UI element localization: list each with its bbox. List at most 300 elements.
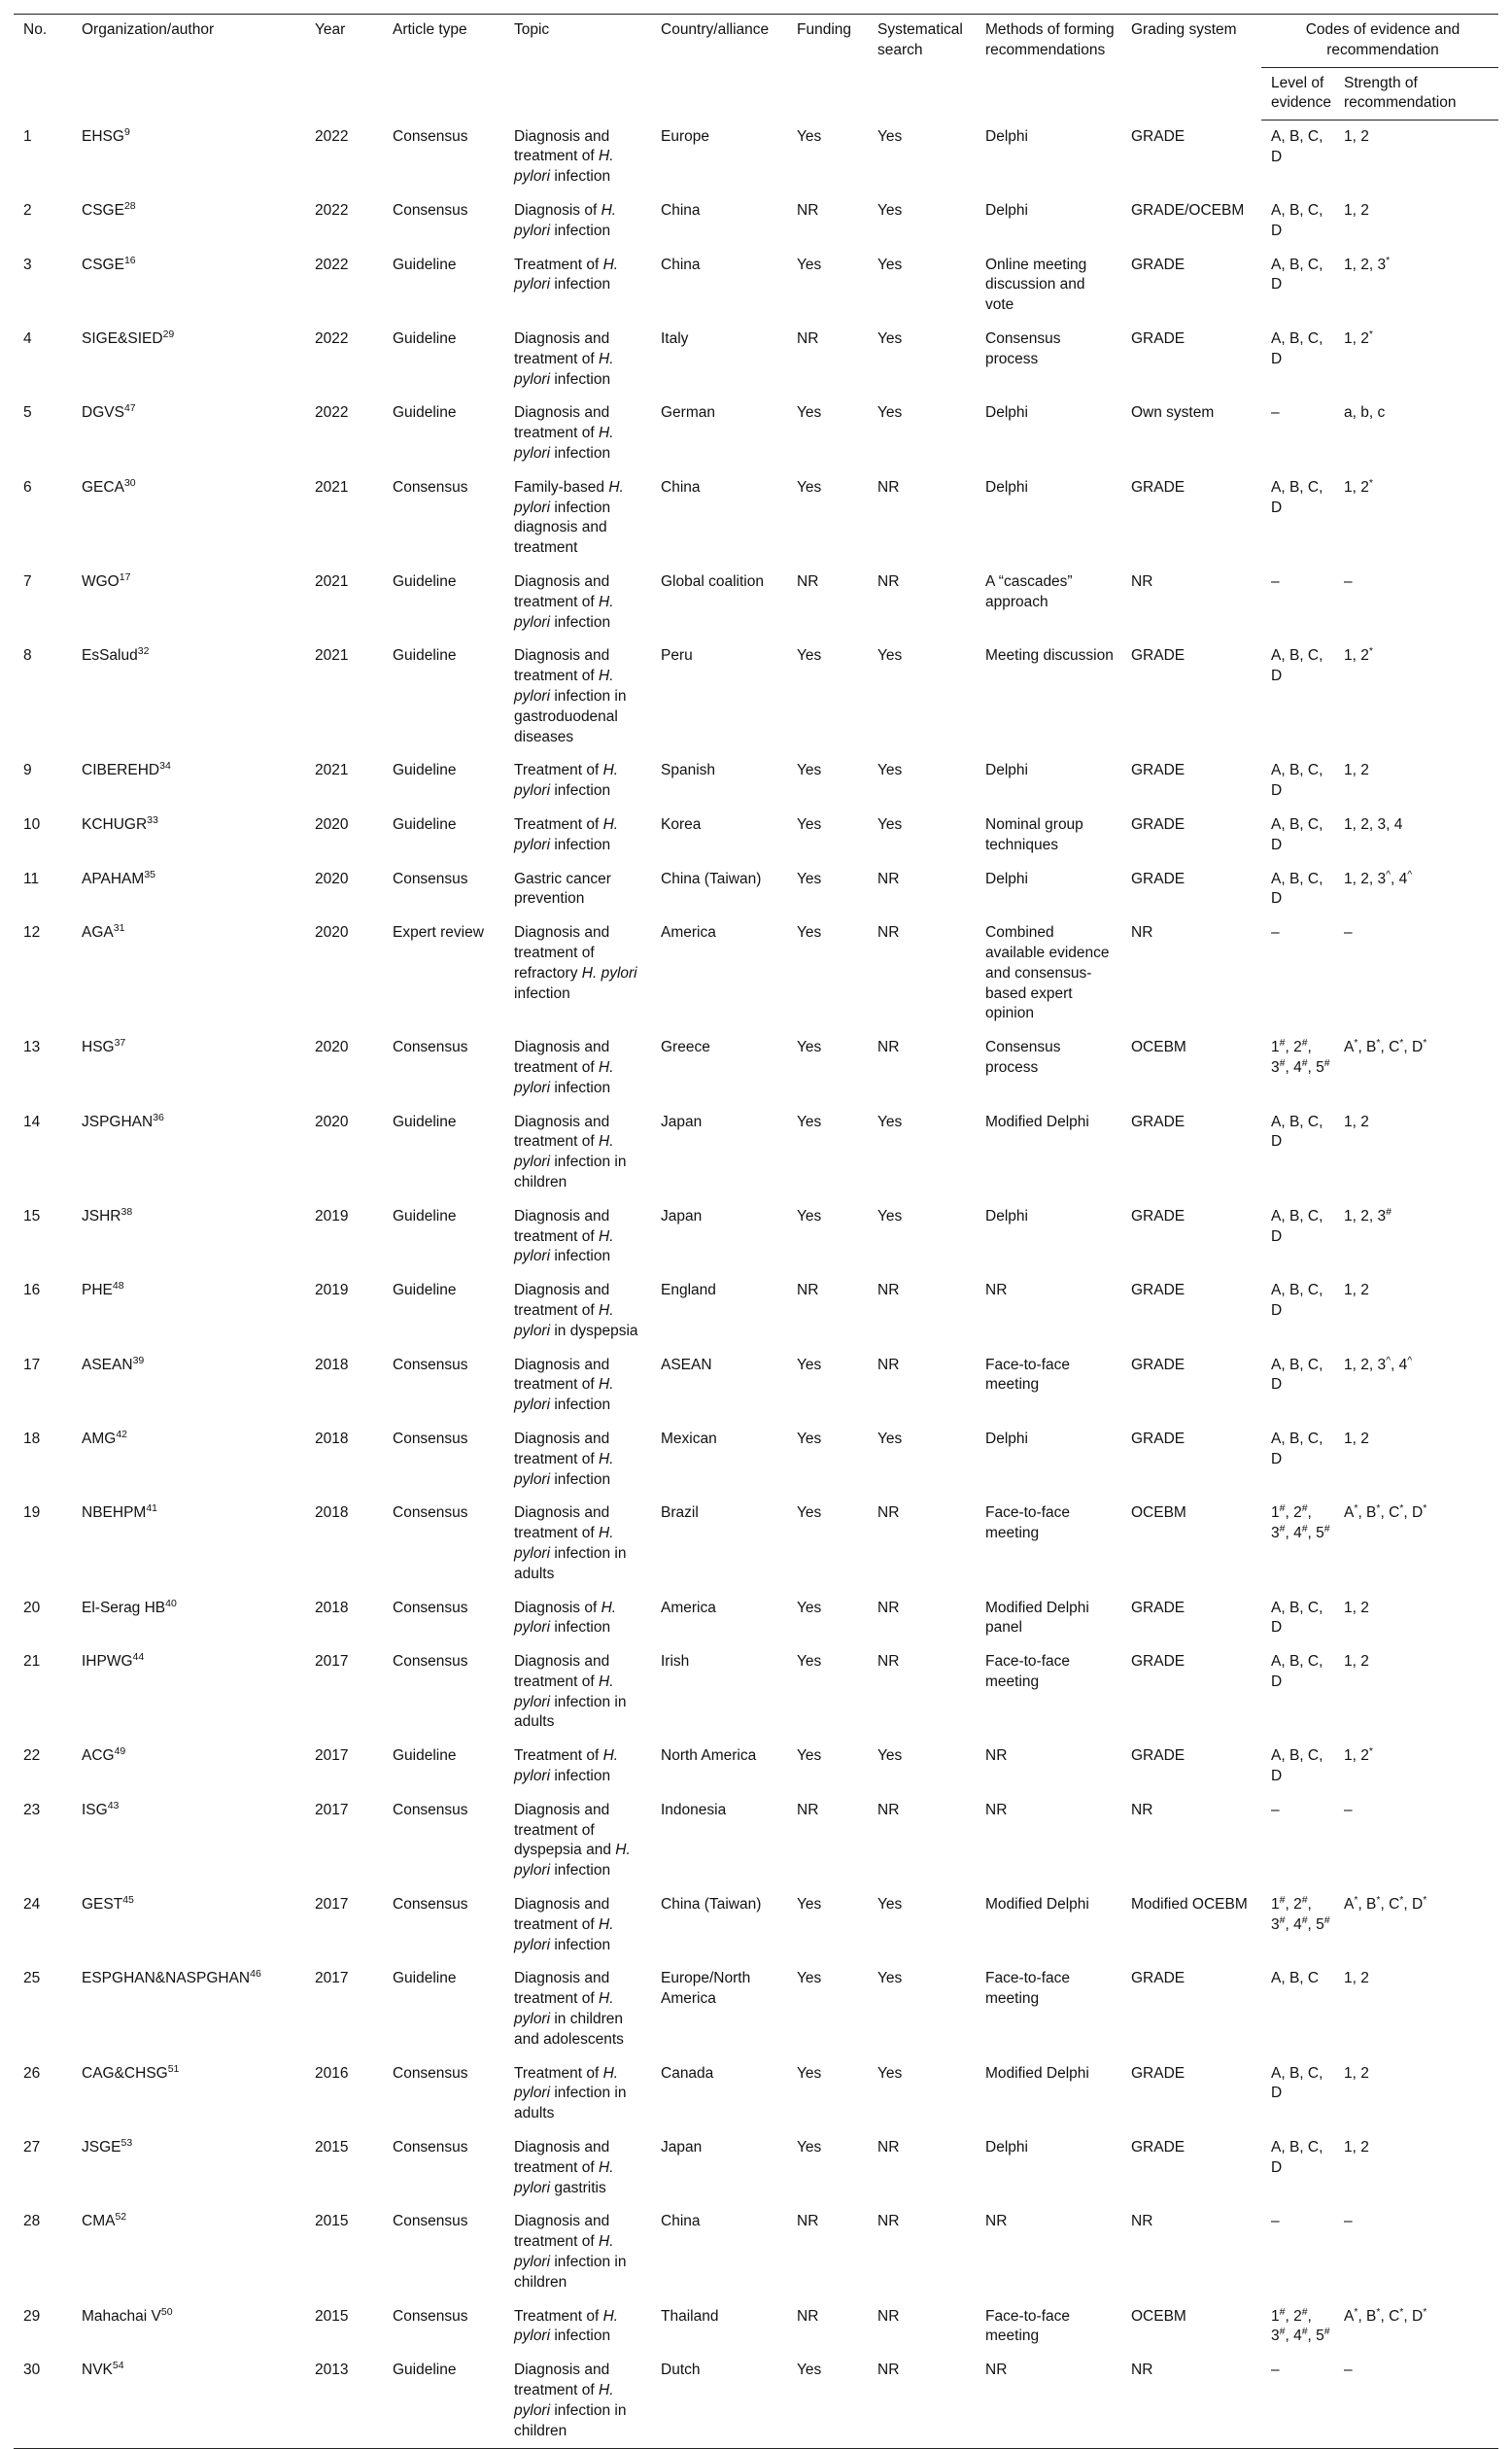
article-type-cell: Consensus <box>393 2064 468 2082</box>
topic-cell: Treatment of H. pylori infection in adults <box>514 2064 627 2122</box>
grading-system-cell: GRADE <box>1131 816 1186 833</box>
country-cell: Italy <box>661 330 689 348</box>
year-cell: 2018 <box>315 1356 349 1373</box>
country-cell: Thailand <box>661 2307 719 2325</box>
topic-cell: Diagnosis and treatment of H. pylori infection in children <box>504 2354 651 2449</box>
strength-of-recommendation-cell: – <box>1344 573 1353 591</box>
topic-cell: Diagnosis and treatment of H. pylori infection in adults <box>514 1504 627 1582</box>
organization-cell <box>72 194 305 249</box>
grading-system-cell: GRADE <box>1131 478 1186 496</box>
header-topic: Topic <box>504 15 651 121</box>
systematic-search-cell: Yes <box>877 1896 903 1914</box>
row-number: 26 <box>23 2064 41 2082</box>
funding-cell: Yes <box>797 647 822 665</box>
strength-of-recommendation-cell: A*, B*, C*, D* <box>1344 1502 1427 1522</box>
reference-number: 31 <box>113 922 125 935</box>
level-of-evidence-cell: A, B, C, D <box>1271 2139 1323 2176</box>
topic-cell: Diagnosis and treatment of H. pylori infection <box>514 1039 614 1096</box>
grading-system-cell: GRADE <box>1131 1282 1186 1299</box>
table-row <box>14 1740 1498 1794</box>
row-number: 10 <box>23 816 41 833</box>
row-number: 27 <box>23 2139 41 2156</box>
systematic-search-cell: NR <box>877 478 900 496</box>
systematic-search-cell: Yes <box>877 1747 903 1765</box>
grading-system-cell: GRADE <box>1131 127 1186 145</box>
row-number: 8 <box>23 647 32 665</box>
level-of-evidence-cell: A, B, C, D <box>1271 202 1323 239</box>
country-cell: China (Taiwan) <box>661 1896 762 1914</box>
row-number: 30 <box>14 2354 72 2449</box>
systematic-search-cell: Yes <box>877 202 903 220</box>
year-cell: 2015 <box>315 2307 349 2325</box>
row-number: 14 <box>23 1113 41 1130</box>
country-cell: ASEAN <box>661 1356 712 1373</box>
article-type-cell: Consensus <box>393 1653 468 1671</box>
reference-number: 48 <box>112 1279 124 1292</box>
year-cell: 2022 <box>315 202 349 220</box>
level-of-evidence-cell: A, B, C, D <box>1271 478 1323 516</box>
funding-cell: Yes <box>797 870 822 887</box>
organization-name: EsSalud <box>82 647 138 665</box>
reference-number: 45 <box>122 1893 134 1906</box>
reference-number: 46 <box>250 1968 261 1981</box>
strength-of-recommendation-cell: a, b, c <box>1344 404 1386 422</box>
country-cell: Brazil <box>661 1504 699 1522</box>
level-of-evidence-cell: A, B, C, D <box>1271 1599 1323 1637</box>
year-cell: 2018 <box>315 1599 349 1616</box>
systematic-search-cell: Yes <box>877 816 903 833</box>
table-row <box>14 1794 1498 1888</box>
country-cell: China (Taiwan) <box>661 870 762 887</box>
strength-of-recommendation-cell: 1, 2 <box>1344 1599 1369 1616</box>
article-type-cell: Consensus <box>393 2213 468 2230</box>
organization-name: El-Serag HB <box>82 1599 166 1616</box>
grading-system-cell: Own system <box>1131 404 1215 422</box>
reference-number: 49 <box>114 1745 126 1758</box>
strength-of-recommendation-cell: 1, 2 <box>1344 1282 1369 1299</box>
reference-number: 40 <box>165 1597 177 1609</box>
methods-cell: Nominal group techniques <box>985 816 1083 853</box>
grading-system-cell: GRADE <box>1131 330 1186 348</box>
grading-system-cell: GRADE <box>1131 1113 1186 1130</box>
year-cell: 2015 <box>315 2213 349 2230</box>
organization-name: JSHR <box>82 1207 121 1224</box>
strength-of-recommendation-cell: – <box>1344 1801 1353 1818</box>
country-cell: Korea <box>661 816 702 833</box>
header-row <box>14 15 1498 68</box>
level-of-evidence-cell: – <box>1271 2213 1280 2230</box>
systematic-search-cell: NR <box>877 2213 900 2230</box>
grading-system-cell: GRADE/OCEBM <box>1131 202 1245 220</box>
topic-cell: Diagnosis of H. pylori infection <box>514 202 617 239</box>
topic-cell: Diagnosis and treatment of H. pylori infection <box>514 127 614 186</box>
organization-cell <box>72 809 305 863</box>
year-cell: 2021 <box>315 573 349 591</box>
organization-cell <box>72 916 305 1031</box>
year-cell: 2018 <box>315 1430 349 1447</box>
methods-cell: Delphi <box>985 1207 1028 1224</box>
row-number: 3 <box>23 256 32 273</box>
country-cell: Peru <box>661 647 693 665</box>
guidelines-table <box>14 14 1498 2449</box>
organization-name: NVK <box>82 2362 113 2379</box>
organization-name: APAHAM <box>82 870 145 887</box>
reference-number: 33 <box>147 813 158 826</box>
year-cell: 2022 <box>315 256 349 273</box>
year-cell: 2022 <box>315 127 349 145</box>
organization-name: GEST <box>82 1896 123 1914</box>
year-cell: 2019 <box>315 1282 349 1299</box>
table-row <box>14 1200 1498 1274</box>
funding-cell: Yes <box>797 1747 822 1765</box>
header-codes-group: Codes of evidence and recommendation <box>1261 15 1498 68</box>
strength-of-recommendation-cell: A*, B*, C*, D* <box>1344 2305 1427 2325</box>
table-row <box>14 323 1498 397</box>
table-row <box>14 1031 1498 1105</box>
funding-cell: NR <box>797 202 819 220</box>
organization-cell <box>72 1645 305 1740</box>
country-cell: German <box>661 404 715 422</box>
funding-cell: Yes <box>797 256 822 273</box>
topic-cell: Treatment of H. pylori infection <box>514 2307 619 2345</box>
row-number: 28 <box>23 2213 41 2230</box>
systematic-search-cell: NR <box>877 1801 900 1818</box>
organization-cell <box>72 1031 305 1105</box>
country-cell: Spanish <box>661 762 716 779</box>
funding-cell: Yes <box>797 2064 822 2082</box>
grading-system-cell: GRADE <box>1131 256 1186 273</box>
organization-cell <box>72 1106 305 1200</box>
topic-cell: Diagnosis and treatment of H. pylori infection <box>514 1207 614 1265</box>
funding-cell: Yes <box>797 1039 822 1056</box>
level-of-evidence-cell: – <box>1271 573 1280 591</box>
methods-cell: Delphi <box>985 202 1028 220</box>
methods-cell: Delphi <box>985 2139 1028 2156</box>
methods-cell: NR <box>985 2213 1008 2230</box>
header-strength-of-recommendation: Strength of recommendation <box>1334 67 1498 121</box>
methods-cell: Meeting discussion <box>985 647 1114 665</box>
row-number: 18 <box>23 1430 41 1447</box>
year-cell: 2020 <box>315 816 349 833</box>
level-of-evidence-cell: A, B, C, D <box>1271 1207 1323 1245</box>
strength-of-recommendation-cell: 1, 2* <box>1344 645 1373 665</box>
methods-cell: NR <box>976 2354 1121 2449</box>
year-cell: 2017 <box>315 1747 349 1765</box>
row-number: 12 <box>23 924 41 942</box>
article-type-cell: Consensus <box>393 1356 468 1373</box>
organization-name: JSPGHAN <box>82 1113 154 1130</box>
year-cell: 2013 <box>305 2354 383 2449</box>
year-cell: 2017 <box>315 1801 349 1818</box>
level-of-evidence-cell: 1#, 2#, 3#, 4#, 5# <box>1271 2305 1330 2345</box>
year-cell: 2022 <box>315 404 349 422</box>
country-cell: America <box>661 1599 716 1616</box>
level-of-evidence-cell: – <box>1271 1801 1280 1818</box>
article-type-cell: Guideline <box>383 2354 504 2449</box>
country-cell: Dutch <box>651 2354 787 2449</box>
year-cell: 2021 <box>315 478 349 496</box>
strength-of-recommendation-cell: 1, 2 <box>1344 762 1369 779</box>
strength-of-recommendation-cell: – <box>1344 924 1353 942</box>
strength-of-recommendation-cell: – <box>1334 2354 1498 2449</box>
reference-number: 9 <box>123 125 130 138</box>
grading-system-cell: OCEBM <box>1131 1504 1186 1522</box>
methods-cell: Consensus process <box>985 1039 1061 1076</box>
organization-name: ASEAN <box>82 1356 133 1373</box>
organization-name: ISG <box>82 1801 108 1818</box>
methods-cell: A “cascades” approach <box>985 573 1073 610</box>
year-cell: 2022 <box>315 330 349 348</box>
table-row <box>14 754 1498 809</box>
organization-name: Mahachai V <box>82 2307 161 2325</box>
table-header <box>14 15 1498 121</box>
grading-system-cell: GRADE <box>1131 1356 1186 1373</box>
row-number: 9 <box>23 762 32 779</box>
methods-cell: NR <box>985 1801 1008 1818</box>
level-of-evidence-cell: A, B, C, D <box>1271 330 1323 367</box>
strength-of-recommendation-cell: 1, 2, 3, 4 <box>1344 816 1403 833</box>
year-cell: 2019 <box>315 1207 349 1224</box>
year-cell: 2015 <box>315 2139 349 2156</box>
reference-number: 32 <box>137 645 150 658</box>
row-number: 6 <box>23 478 32 496</box>
level-of-evidence-cell: A, B, C, D <box>1271 816 1323 853</box>
reference-number: 38 <box>120 1205 133 1218</box>
organization-name: HSG <box>82 1039 115 1056</box>
country-cell: China <box>661 2213 701 2230</box>
organization-cell <box>72 1274 305 1348</box>
country-cell: China <box>661 478 701 496</box>
methods-cell: Modified Delphi <box>985 1896 1089 1914</box>
grading-system-cell: GRADE <box>1131 647 1186 665</box>
table-row <box>14 2354 1498 2449</box>
row-number: 2 <box>23 202 32 220</box>
organization-cell <box>72 121 305 194</box>
year-cell: 2020 <box>315 870 349 887</box>
systematic-search-cell: Yes <box>877 1430 903 1447</box>
country-cell: China <box>661 202 701 220</box>
reference-number: 54 <box>112 2360 124 2372</box>
organization-name: DGVS <box>82 404 124 422</box>
organization-cell <box>72 2131 305 2205</box>
strength-of-recommendation-cell: 1, 2 <box>1344 2064 1369 2082</box>
systematic-search-cell: NR <box>877 924 900 942</box>
systematic-search-cell: NR <box>877 1653 900 1671</box>
year-cell: 2017 <box>315 1653 349 1671</box>
strength-of-recommendation-cell: 1, 2* <box>1344 1745 1373 1765</box>
level-of-evidence-cell: A, B, C, D <box>1271 762 1323 800</box>
level-of-evidence-cell: A, B, C, D <box>1271 870 1323 908</box>
country-cell: North America <box>661 1747 757 1765</box>
grading-system-cell: OCEBM <box>1131 1039 1186 1056</box>
organization-name: SIGE&SIED <box>82 330 163 348</box>
grading-system-cell: GRADE <box>1131 2139 1186 2156</box>
topic-cell: Treatment of H. pylori infection <box>514 762 619 800</box>
level-of-evidence-cell: A, B, C, D <box>1271 256 1323 293</box>
methods-cell: Modified Delphi <box>985 1113 1089 1130</box>
funding-cell: Yes <box>797 127 822 145</box>
methods-cell: Delphi <box>985 762 1028 779</box>
systematic-search-cell: NR <box>877 1356 900 1373</box>
funding-cell: Yes <box>797 1896 822 1914</box>
strength-of-recommendation-cell: A*, B*, C*, D* <box>1344 1037 1427 1056</box>
reference-number: 42 <box>116 1428 127 1440</box>
table-row <box>14 249 1498 323</box>
article-type-cell: Consensus <box>393 1801 468 1818</box>
level-of-evidence-cell: A, B, C, D <box>1271 1356 1323 1394</box>
systematic-search-cell: Yes <box>877 2064 903 2082</box>
table-row <box>14 1349 1498 1423</box>
country-cell: Canada <box>661 2064 714 2082</box>
reference-number: 52 <box>115 2211 127 2224</box>
row-number: 21 <box>23 1653 41 1671</box>
article-type-cell: Guideline <box>393 404 457 422</box>
methods-cell: Modified Delphi panel <box>985 1599 1089 1637</box>
organization-cell <box>72 754 305 809</box>
header-systematic-search: Systematical search <box>868 15 976 121</box>
grading-system-cell: NR <box>1121 2354 1261 2449</box>
article-type-cell: Guideline <box>393 816 457 833</box>
grading-system-cell: NR <box>1131 573 1153 591</box>
topic-cell: Diagnosis and treatment of H. pylori infection in children <box>514 2213 627 2291</box>
strength-of-recommendation-cell: 1, 2, 3^, 4^ <box>1344 1354 1413 1373</box>
country-cell: Global coalition <box>661 573 764 591</box>
grading-system-cell: GRADE <box>1131 1747 1186 1765</box>
level-of-evidence-cell: A, B, C, D <box>1271 1282 1323 1319</box>
grading-system-cell: GRADE <box>1131 1599 1186 1616</box>
table-row <box>14 1274 1498 1348</box>
reference-number: 28 <box>123 199 136 212</box>
row-number: 13 <box>23 1039 41 1056</box>
systematic-search-cell: Yes <box>877 330 903 348</box>
systematic-search-cell: NR <box>868 2354 976 2449</box>
organization-cell <box>72 1423 305 1497</box>
organization-name: CMA <box>82 2213 116 2230</box>
funding-cell: Yes <box>797 1356 822 1373</box>
topic-cell: Diagnosis of H. pylori infection <box>514 1599 617 1637</box>
organization-cell <box>72 1592 305 1646</box>
reference-number: 37 <box>114 1037 126 1050</box>
systematic-search-cell: NR <box>877 2307 900 2325</box>
level-of-evidence-cell: A, B, C, D <box>1271 647 1323 685</box>
table-row <box>14 809 1498 863</box>
article-type-cell: Guideline <box>393 1747 457 1765</box>
methods-cell: Delphi <box>985 478 1028 496</box>
funding-cell: Yes <box>797 2139 822 2156</box>
year-cell: 2020 <box>315 924 349 942</box>
country-cell: Mexican <box>661 1430 717 1447</box>
article-type-cell: Consensus <box>393 1039 468 1056</box>
grading-system-cell: GRADE <box>1131 2064 1186 2082</box>
topic-cell: Diagnosis and treatment of refractory H. pylori infection <box>514 924 637 1002</box>
grading-system-cell: OCEBM <box>1131 2307 1186 2325</box>
organization-name: CSGE <box>82 256 124 273</box>
organization-cell <box>72 639 305 754</box>
organization-cell <box>72 2205 305 2299</box>
header-organization: Organization/author <box>72 15 305 121</box>
organization-cell <box>72 249 305 323</box>
table-row <box>14 566 1498 639</box>
grading-system-cell: NR <box>1131 2213 1153 2230</box>
reference-number: 53 <box>120 2136 133 2149</box>
table-body <box>14 121 1498 2449</box>
level-of-evidence-cell: A, B, C, D <box>1271 1747 1323 1785</box>
table-row <box>14 1106 1498 1200</box>
funding-cell: Yes <box>797 1113 822 1130</box>
article-type-cell: Consensus <box>393 1599 468 1616</box>
organization-name: CAG&CHSG <box>82 2064 168 2082</box>
table-row <box>14 471 1498 566</box>
article-type-cell: Consensus <box>393 2307 468 2325</box>
organization-cell <box>72 1349 305 1423</box>
methods-cell: NR <box>985 1282 1008 1299</box>
grading-system-cell: GRADE <box>1131 1653 1186 1671</box>
methods-cell: Face-to-face meeting <box>985 1970 1071 2008</box>
funding-cell: NR <box>797 2213 819 2230</box>
table-row <box>14 1888 1498 1962</box>
country-cell: England <box>661 1282 716 1299</box>
article-type-cell: Guideline <box>393 1113 457 1130</box>
organization-cell <box>72 323 305 397</box>
header-methods: Methods of forming recommendations <box>976 15 1121 121</box>
country-cell: Japan <box>661 2139 703 2156</box>
reference-number: 29 <box>162 328 175 340</box>
level-of-evidence-cell: 1#, 2#, 3#, 4#, 5# <box>1271 1502 1330 1542</box>
strength-of-recommendation-cell: 1, 2, 3* <box>1344 254 1391 273</box>
reference-number: 39 <box>132 1354 145 1366</box>
article-type-cell: Guideline <box>393 1207 457 1224</box>
reference-number: 44 <box>132 1650 145 1663</box>
strength-of-recommendation-cell: 1, 2 <box>1344 202 1369 220</box>
table-row <box>14 1962 1498 2056</box>
grading-system-cell: NR <box>1131 1801 1153 1818</box>
funding-cell: NR <box>797 1282 819 1299</box>
article-type-cell: Consensus <box>393 127 468 145</box>
organization-name: AMG <box>82 1430 117 1447</box>
topic-cell: Diagnosis and treatment of H. pylori gastritis <box>514 2139 614 2196</box>
topic-cell: Diagnosis and treatment of H. pylori infection in adults <box>514 1653 627 1731</box>
reference-number: 43 <box>107 1799 120 1811</box>
organization-cell <box>72 1497 305 1591</box>
reference-number: 17 <box>119 570 131 583</box>
funding-cell: Yes <box>797 1430 822 1447</box>
strength-of-recommendation-cell: 1, 2 <box>1344 1970 1369 1987</box>
article-type-cell: Guideline <box>393 647 457 665</box>
funding-cell: NR <box>797 573 819 591</box>
table-row <box>14 121 1498 194</box>
methods-cell: NR <box>985 1747 1008 1765</box>
strength-of-recommendation-cell: 1, 2* <box>1344 476 1373 496</box>
table-row <box>14 2131 1498 2205</box>
systematic-search-cell: NR <box>877 1039 900 1056</box>
methods-cell: Delphi <box>985 1430 1028 1447</box>
year-cell: 2017 <box>315 1970 349 1987</box>
grading-system-cell: GRADE <box>1131 762 1186 779</box>
topic-cell: Gastric cancer prevention <box>514 870 611 908</box>
reference-number: 16 <box>123 254 136 266</box>
systematic-search-cell: NR <box>877 1599 900 1616</box>
organization-cell <box>72 2300 305 2355</box>
row-number: 17 <box>23 1356 41 1373</box>
header-country: Country/alliance <box>651 15 787 121</box>
header-no: No. <box>14 15 72 121</box>
table-row <box>14 1592 1498 1646</box>
table-row <box>14 1497 1498 1591</box>
level-of-evidence-cell: 1#, 2#, 3#, 4#, 5# <box>1271 1893 1330 1933</box>
level-of-evidence-cell: – <box>1261 2354 1334 2449</box>
table-row <box>14 916 1498 1031</box>
funding-cell: Yes <box>797 1504 822 1522</box>
